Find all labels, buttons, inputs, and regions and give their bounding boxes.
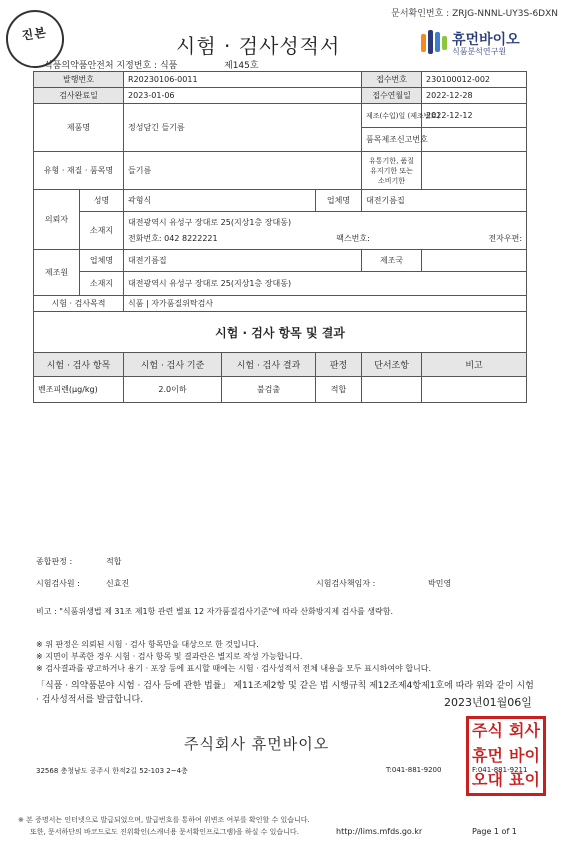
completion-date-label: 검사완료일: [34, 88, 124, 104]
client-name-label: 성명: [80, 190, 124, 212]
table-row: [34, 377, 527, 403]
result-value: 불검출: [222, 377, 316, 403]
product-name: 정성담긴 들기름: [124, 104, 362, 152]
footer-line: 또한, 문서하단의 바코드로도 진위확인(스캐너용 문서확인프로그램)을 하실 수 있습니다.: [30, 828, 299, 836]
client-fax: 팩스번호:: [336, 234, 370, 243]
type-value: 들기름: [124, 152, 362, 190]
verdict-label: 종합판정 :: [36, 557, 73, 566]
company-seal: [466, 716, 546, 796]
company-address: 32568 충청남도 공주시 한적2길 52-103 2~4층: [36, 767, 188, 775]
mfg-date: 2022-12-12: [422, 104, 527, 128]
seal-char: 바이: [509, 745, 540, 765]
results-header-item: 시험 · 검사 항목: [34, 353, 124, 377]
issue-no: R20230106-0011: [124, 72, 362, 88]
country-label: 제조국: [362, 250, 422, 272]
expiry-label: 유통기한, 품질유지기한 또는 소비기한: [362, 152, 422, 190]
maker-addr-label: 소재지: [80, 272, 124, 296]
report-no: [422, 128, 527, 152]
result-note: [422, 377, 527, 403]
result-item: 벤조피렌(μg/kg): [34, 377, 124, 403]
report-table: [33, 71, 527, 403]
maker-label: 제조원: [34, 250, 80, 296]
page-title: 시험 · 검사성적서: [176, 34, 341, 58]
issue-date: 2023년01월06일: [444, 696, 532, 709]
client-phone: 전화번호: 042 8222221: [128, 234, 218, 243]
note-line: ※ 지면이 부족한 경우 시험 · 검사 항목 및 결과란은 별지로 작성 가능합니다.: [36, 652, 303, 661]
footer-url[interactable]: http://lims.mfds.go.kr: [336, 827, 423, 836]
results-header-judgement: 판정: [316, 353, 362, 377]
seal-char: 오대: [472, 770, 503, 790]
receipt-date: 2022-12-28: [422, 88, 527, 104]
client-biz: 대전기름집: [362, 190, 527, 212]
results-header-clause: 단서조항: [362, 353, 422, 377]
tester-label: 시험검사원 :: [36, 579, 80, 588]
footer-line: ※ 본 증명서는 인터넷으로 발급되었으며, 발급번호를 통하여 위변조 여부를 확인할 수 있습니다.: [18, 816, 310, 824]
issue-no-label: 발행번호: [34, 72, 124, 88]
maker-biz-label: 업체명: [80, 250, 124, 272]
seal-char: 주식: [472, 721, 503, 740]
maker-address: 대전광역시 유성구 장대로 25(지상1층 장대동): [124, 272, 527, 296]
receipt-no-label: 접수번호: [362, 72, 422, 88]
product-label: 제품명: [34, 104, 124, 152]
seal-char: 휴먼: [472, 745, 503, 765]
note-line: ※ 검사결과를 광고하거나 용기 · 포장 등에 표시할 때에는 시험 · 검사성적서 전체 내용을 모두 표시하여야 합니다.: [36, 664, 432, 673]
stamp-label: 진본: [20, 25, 48, 43]
client-address: 대전광역시 유성구 장대로 25(지상1층 장대동): [128, 218, 292, 227]
expiry-value: [422, 152, 527, 190]
legal-statement: 「식품 · 의약품분야 시험 · 검사 등에 관한 법률」 제11조제2항 및 같은 법 시행규칙 제12조제4항제1호에 따라 위와 같이 시험 · 검사성적서를 발급합니다.: [36, 681, 534, 705]
verdict-value: 적합: [106, 557, 122, 566]
company-name: 주식회사 휴먼바이오: [184, 735, 330, 753]
type-label: 유형 · 재질 · 품목명: [34, 152, 124, 190]
result-clause: [362, 377, 422, 403]
report-no-label: 품목제조신고번호: [362, 128, 422, 152]
page-indicator: Page 1 of 1: [472, 827, 517, 836]
remark-text: 비고 : "식품위생법 제 31조 제1항 관련 별표 12 자가품질검사기준"에 따라 산화방지제 검사를 생략함.: [36, 607, 394, 616]
company-tel: T:041-881-9200: [386, 766, 442, 774]
client-biz-label: 업체명: [316, 190, 362, 212]
logo-name: 휴먼바이오: [452, 32, 520, 48]
note-line: ※ 위 판정은 의뢰된 시험 · 검사 항목만을 대상으로 한 것입니다.: [36, 640, 259, 649]
responsible-name: 박민영: [428, 579, 452, 588]
seal-char: 회사: [509, 721, 540, 740]
tester-name: 신효진: [106, 579, 130, 588]
company-fax: F:041-881-9211: [472, 766, 528, 774]
receipt-date-label: 접수연월일: [362, 88, 422, 104]
logo-subtitle: 식품분석연구원: [452, 47, 507, 56]
purpose-value: 식품 | 자가품질위탁검사: [124, 296, 527, 312]
agency-label: 식품의약품안전처 지정번호 : 식품: [44, 61, 178, 71]
client-label: 의뢰자: [34, 190, 80, 250]
seal-char: 표이: [509, 770, 540, 790]
client-name: 곽형식: [124, 190, 316, 212]
maker-biz: 대전기름집: [124, 250, 362, 272]
purpose-label: 시험 · 검사목적: [34, 296, 124, 312]
mfg-date-label: 제조(수입)일 (제조번호): [362, 104, 422, 128]
agency-number: 제145호: [224, 61, 259, 71]
completion-date: 2023-01-06: [124, 88, 362, 104]
logo-icon: [420, 28, 450, 56]
results-section-title: 시험 · 검사 항목 및 결과: [34, 312, 527, 353]
client-email: 전자우편:: [488, 234, 523, 243]
results-header-standard: 시험 · 검사 기준: [124, 353, 222, 377]
responsible-label: 시험검사책임자 :: [316, 579, 376, 588]
receipt-no: 230100012-002: [422, 72, 527, 88]
country-value: [422, 250, 527, 272]
document-number: 문서확인번호 : ZRJG-NNNL-UY3S-6DXN: [391, 9, 558, 19]
results-header-result: 시험 · 검사 결과: [222, 353, 316, 377]
result-standard: 2.0이하: [124, 377, 222, 403]
result-judgement: 적합: [316, 377, 362, 403]
results-header-note: 비고: [422, 353, 527, 377]
client-addr-label: 소재지: [80, 212, 124, 250]
